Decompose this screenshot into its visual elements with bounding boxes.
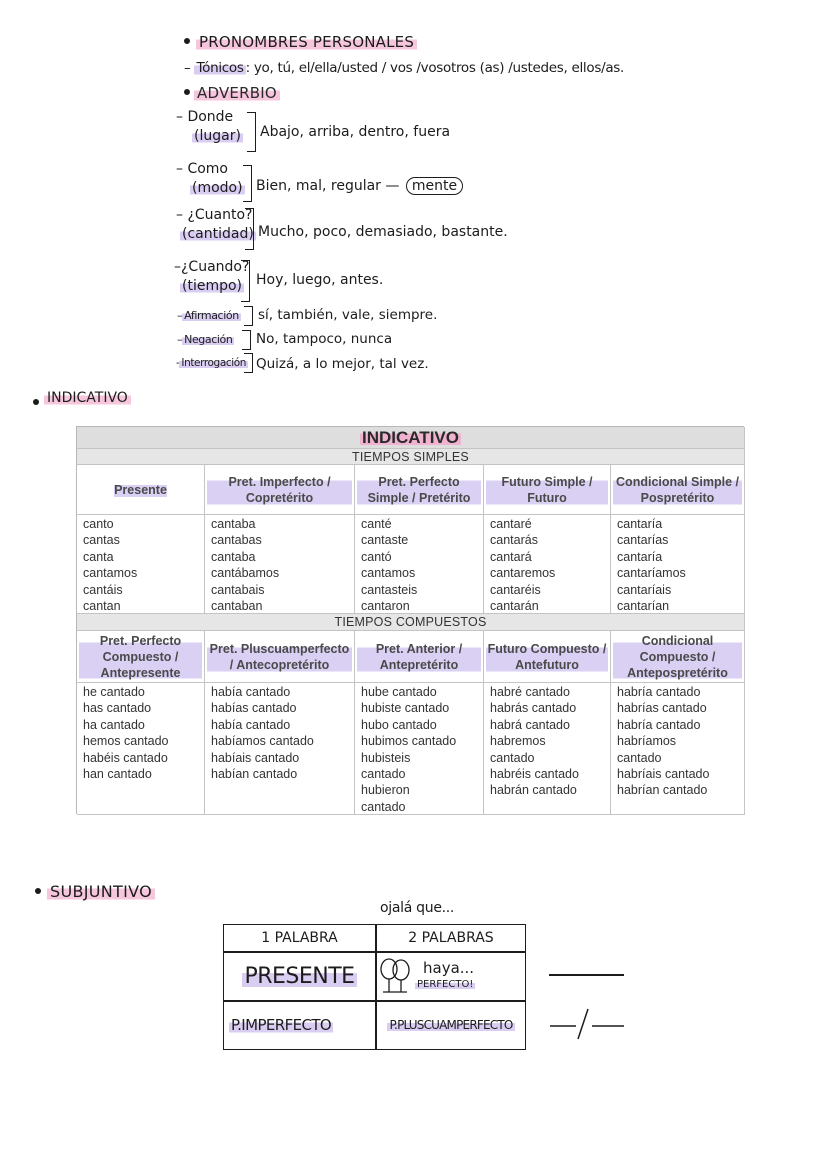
- adverb-negacion-text: No, tampoco, nunca: [256, 331, 393, 347]
- adverb-afirmacion-label: – Afirmación: [177, 309, 239, 322]
- adverb-cuanto-label: – ¿Cuanto? (cantidad): [176, 207, 254, 242]
- col-pret-imperfecto: cantaba cantabas cantaba cantábamos cantabais cantaban: [205, 515, 355, 614]
- col-pret-perfecto-simple: canté cantaste cantó cantamos cantasteis cantaron: [355, 515, 484, 614]
- slash-line-2: [548, 1006, 628, 1042]
- col-futuro-simple: cantaré cantarás cantará cantaremos cantaréis cantarán: [484, 515, 611, 614]
- adverb-cuando-text: Hoy, luego, antes.: [256, 272, 384, 288]
- subjuntivo-table: [223, 924, 526, 1050]
- indicativo-table-title-text: INDICATIVO: [362, 428, 459, 447]
- header-pret-pluscuamperfecto: [205, 631, 355, 683]
- blank-line-1: [549, 974, 624, 976]
- sub-haya-cell: [376, 952, 526, 1000]
- header-condicional-compuesto: [611, 631, 745, 683]
- haya-group: [415, 958, 475, 992]
- tonicos-line: [184, 60, 624, 76]
- header-text: Pret. Anterior / Antepretérito: [357, 641, 481, 673]
- header-text: Presente: [114, 482, 167, 497]
- dash: –: [184, 60, 195, 76]
- adverb-afirmacion-word: Afirmación: [184, 309, 239, 322]
- header-text: Condicional Simple / Pospretérito: [613, 474, 742, 506]
- col-futuro-compuesto: habré cantado habrás cantado habrá cantado habremos cantado habréis cantado habrán cantado: [484, 683, 611, 815]
- adverb-interrogacion-label: - Interrogación: [176, 357, 247, 369]
- header-text: Futuro Simple / Futuro: [486, 474, 608, 506]
- header-text: Pret. Pluscuamperfecto / Antecopretérito: [207, 641, 352, 673]
- header-text: Pret. Perfecto Compuesto / Antepresente: [79, 633, 202, 681]
- subjuntivo-section-title: [47, 882, 155, 901]
- sub-imperfecto-text: P.IMPERFECTO: [231, 1016, 332, 1034]
- header-condicional-simple: [611, 465, 745, 515]
- sub-presente-text: PRESENTE: [244, 963, 355, 989]
- perfecto-note-text: PERFECTO!: [417, 978, 474, 990]
- header-text: Pret. Imperfecto / Copretérito: [207, 474, 352, 506]
- bracket-cuanto: [245, 208, 254, 250]
- col-pret-perfecto-compuesto: he cantado has cantado ha cantado hemos cantado habéis cantado han cantado: [77, 683, 205, 815]
- adverb-interrogacion-word: Interrogación: [181, 357, 247, 369]
- indicativo-table: [76, 426, 744, 814]
- col-pret-pluscuamperfecto: había cantado habías cantado había cantado habíamos cantado habíais cantado habían cantado: [205, 683, 355, 815]
- header-pret-perfecto-simple: [355, 465, 484, 515]
- bracket-interrogacion: [244, 353, 253, 373]
- col-condicional-simple: cantaría cantarías cantaría cantaríamos cantaríais cantarían: [611, 515, 745, 614]
- adverb-negacion-label: – Negación: [177, 333, 233, 346]
- header-pret-perfecto-compuesto: [77, 631, 205, 683]
- header-futuro-simple: [484, 465, 611, 515]
- adverb-como-sub: (modo): [192, 180, 243, 196]
- sub-col1-header: [224, 925, 375, 951]
- adverb-donde-word: Donde: [187, 109, 234, 125]
- sub-col2-header: [376, 925, 526, 951]
- sub-col1-header-text: 1 PALABRA: [261, 930, 338, 946]
- bullet-indicativo: [33, 399, 39, 405]
- adverb-cuando-label: –¿Cuando? (tiempo): [174, 259, 250, 294]
- haya-word: haya...: [423, 958, 475, 977]
- col-condicional-compuesto: habría cantado habrías cantado habría cantado habríamos cantado habríais cantado habrían cantado: [611, 683, 745, 815]
- sub-pluscuamperfecto-text: P.PLUSCUAMPERFECTO: [389, 1018, 513, 1032]
- indicativo-grid: [76, 426, 744, 814]
- adverb-como-text: [256, 177, 463, 195]
- subjuntivo-section-title-text: SUBJUNTIVO: [47, 882, 155, 901]
- tonicos-label: Tónicos: [196, 60, 244, 76]
- indicativo-table-title: [77, 427, 745, 449]
- header-pret-anterior: [355, 631, 484, 683]
- adverb-afirmacion-text: sí, también, vale, siempre.: [258, 307, 438, 323]
- col-presente: canto cantas canta cantamos cantáis cantan: [77, 515, 205, 614]
- indicativo-section-title-text: INDICATIVO: [44, 390, 131, 406]
- adverb-negacion-word: Negación: [184, 333, 233, 346]
- adverbio-title: [194, 84, 280, 102]
- tonicos-text: : yo, tú, el/ella/usted / vos /vosotros (as) /ustedes, ellos/as.: [245, 60, 625, 76]
- header-futuro-compuesto: [484, 631, 611, 683]
- ojala-caption: ojalá que...: [380, 900, 455, 916]
- adverb-donde-sub: (lugar): [194, 128, 241, 144]
- adverb-como-words: Bien, mal, regular —: [256, 178, 400, 194]
- mente-text: mente: [411, 178, 458, 194]
- adverb-como-label: – Como (modo): [176, 161, 243, 196]
- adverb-cuanto-word: ¿Cuanto?: [187, 207, 253, 223]
- pronombres-title: [196, 33, 417, 51]
- header-pret-imperfecto: [205, 465, 355, 515]
- adverb-donde-label: – Donde (lugar): [176, 109, 241, 144]
- adverb-cuanto-sub: (cantidad): [182, 226, 254, 242]
- sub-col2-header-text: 2 PALABRAS: [408, 930, 494, 946]
- header-text: Condicional Compuesto / Antepospretérito: [613, 633, 742, 681]
- bullet-adverbio: [184, 89, 190, 95]
- sub-pluscuamperfecto-cell: [376, 1001, 526, 1049]
- tiempos-simples-label: TIEMPOS SIMPLES: [77, 449, 745, 465]
- bracket-donde: [247, 112, 256, 152]
- perfecto-note: [415, 975, 475, 992]
- adverb-cuando-word: ¿Cuando?: [181, 259, 250, 275]
- header-text: Futuro Compuesto / Antefuturo: [487, 641, 607, 672]
- adverb-cuando-sub: (tiempo): [182, 278, 243, 294]
- bullet-subjuntivo: [35, 888, 41, 894]
- adverb-donde-text: Abajo, arriba, dentro, fuera: [260, 124, 451, 140]
- sub-imperfecto-cell: [224, 1001, 375, 1049]
- mente-circle: [406, 177, 463, 195]
- sub-presente-cell: [224, 952, 375, 1000]
- bracket-negacion: [242, 330, 251, 350]
- adverb-interrogacion-text: Quizá, a lo mejor, tal vez.: [256, 356, 429, 372]
- col-pret-anterior: hube cantado hubiste cantado hubo cantado hubimos cantado hubisteis cantado hubieron cantado: [355, 683, 484, 815]
- indicativo-section-title: [44, 390, 131, 406]
- tiempos-compuestos-label: TIEMPOS COMPUESTOS: [77, 614, 745, 631]
- header-text: Pret. Perfecto Simple / Pretérito: [357, 474, 481, 506]
- bullet-pronombres: [184, 38, 190, 44]
- pronombres-title-text: PRONOMBRES PERSONALES: [196, 33, 417, 51]
- header-presente: [77, 465, 205, 515]
- tree-icon: [378, 956, 412, 996]
- adverb-como-word: Como: [187, 161, 228, 177]
- adverb-cuanto-text: Mucho, poco, demasiado, bastante.: [258, 224, 508, 240]
- bracket-afirmacion: [244, 306, 253, 326]
- adverbio-title-text: ADVERBIO: [194, 84, 280, 102]
- bracket-como: [243, 165, 252, 202]
- bracket-cuando: [241, 260, 250, 302]
